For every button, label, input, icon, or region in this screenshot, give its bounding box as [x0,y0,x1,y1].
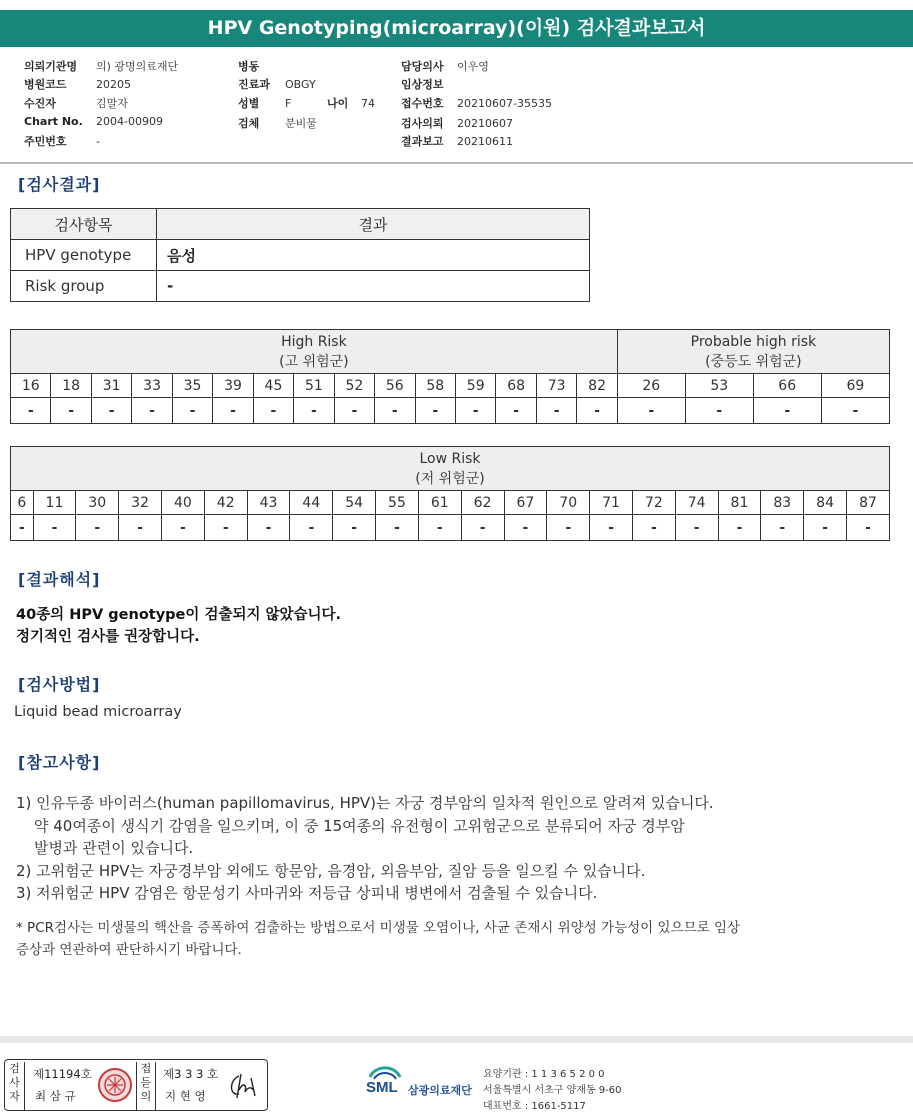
genotype-result: - [290,515,333,541]
genotype-result: - [536,398,576,424]
table-row [11,491,890,515]
genotype-result: - [415,398,455,424]
info-label: Chart No. [24,115,83,128]
info-label: 검사의뢰 [401,117,444,130]
genotype-result: - [375,398,415,424]
table-row [11,398,890,424]
interpretation-line [16,604,341,626]
genotype-result: - [761,515,804,541]
info-row [24,95,128,111]
table-cell: Risk group [11,271,157,302]
info-row [401,58,489,74]
logo-text: SML [366,1079,398,1096]
table-row [11,374,890,398]
genotype-number: 69 [821,374,889,398]
genotype-result: - [376,515,419,541]
info-value: 20210607 [457,117,513,130]
genotype-result: - [11,515,34,541]
patient-info-panel [0,56,913,164]
examiner-label: 검사자 [5,1062,25,1110]
info-value: - [96,135,100,148]
result-table [10,208,590,302]
pcr-note [16,917,740,961]
references-list [16,792,714,905]
info-label: 임상정보 [401,78,444,91]
info-value: 20205 [96,78,131,91]
genotype-result: - [455,398,495,424]
group-label: High Risk [281,333,347,350]
table-cell: 음성 [157,240,590,271]
info-value: 20210607-35535 [457,97,552,110]
note-line: * PCR검사는 미생물의 핵산을 증폭하여 검출하는 방법으로서 미생물 오염이나, 사균 존재시 위양성 가능성이 있으므로 임상 [16,920,741,936]
genotype-result: - [333,515,376,541]
genotype-number: 43 [247,491,290,515]
info-row [24,76,131,92]
reference-line: 3) 저위험군 HPV 감염은 항문성기 사마귀와 저등급 상피내 병변에서 검출될 수 있습니다. [16,884,598,902]
genotype-result: - [213,398,253,424]
note-line: 증상과 연관하여 판단하시기 바랍니다. [16,942,242,958]
genotype-number: 18 [51,374,91,398]
group-header [11,330,618,374]
confirmer-name: 지 현 영 [165,1089,206,1103]
genotype-result: - [590,515,633,541]
genotype-result: - [847,515,890,541]
genotype-result: - [804,515,847,541]
table-header-row [11,330,890,374]
info-value: 2004-00909 [96,115,163,128]
logo-name: 삼광의료재단 [408,1084,472,1097]
table-cell: HPV genotype [11,240,157,271]
info-row [238,95,375,111]
table-header-row [11,447,890,491]
group-sublabel: (중등도 위험군) [705,353,802,370]
info-label: 나이 [327,97,349,110]
section-title-references: [참고사항] [18,753,101,772]
genotype-number: 67 [504,491,547,515]
interpretation-line: 정기적인 검사를 권장합니다. [16,629,200,645]
reference-line: 약 40여종이 생식기 감염을 일으키며, 이 중 15여종의 유전형이 고위험군으로 분류되어 자궁 경부암 [34,816,685,835]
examiner-number: 제11194호 [33,1067,92,1081]
genotype-number: 26 [617,374,685,398]
genotype-number: 53 [685,374,753,398]
genotype-number: 62 [461,491,504,515]
genotype-number: 16 [11,374,51,398]
genotype-result: - [91,398,131,424]
table-row [11,240,590,271]
section-title-method: [검사방법] [18,675,101,694]
genotype-number: 52 [334,374,374,398]
info-value: OBGY [285,78,316,91]
genotype-result: - [685,398,753,424]
genotype-number: 11 [33,491,76,515]
genotype-number: 74 [675,491,718,515]
genotype-number: 35 [172,374,212,398]
info-row [24,58,178,74]
genotype-number: 55 [376,491,419,515]
genotype-number: 39 [213,374,253,398]
genotype-result: - [632,515,675,541]
genotype-number: 66 [753,374,821,398]
genotype-number: 73 [536,374,576,398]
genotype-result: - [334,398,374,424]
genotype-number: 71 [590,491,633,515]
info-row [238,115,317,131]
genotype-number: 84 [804,491,847,515]
signature-box [4,1059,268,1111]
genotype-result: - [294,398,334,424]
genotype-number: 32 [119,491,162,515]
genotype-result: - [821,398,889,424]
genotype-result: - [162,515,205,541]
info-label: 결과보고 [401,135,444,148]
org-details [483,1067,622,1115]
genotype-result: - [76,515,119,541]
reference-line: 2) 고위험군 HPV는 자궁경부암 외에도 항문암, 음경암, 외음부암, 질암 등을 일으킬 수 있습니다. [16,861,646,880]
examiner-name: 최 삼 규 [35,1089,76,1103]
info-row [401,133,513,149]
info-label: 담당의사 [401,60,444,73]
confirmer-label: 접듣의 [136,1062,156,1110]
interpretation-segment: 40종의 [16,607,70,623]
table-row [11,515,890,541]
footer [0,1036,913,1117]
group-label: Probable high risk [690,333,817,350]
genotype-result: - [132,398,172,424]
low-risk-table [10,446,890,541]
info-value: 의) 광명의료재단 [96,60,179,73]
confirmer-number: 제3 3 3 호 [163,1067,219,1081]
info-value: 김말자 [96,97,128,110]
info-row [238,76,316,92]
genotype-number: 56 [375,374,415,398]
org-phone: 대표번호 : 1661-5117 [483,1101,586,1112]
genotype-number: 70 [547,491,590,515]
info-value: 분비물 [285,117,317,130]
group-sublabel: (저 위험군) [415,470,485,487]
genotype-number: 42 [204,491,247,515]
info-label: 진료과 [238,78,270,91]
info-row [24,133,100,149]
info-value: 74 [361,97,375,110]
genotype-result: - [547,515,590,541]
genotype-number: 81 [718,491,761,515]
genotype-number: 87 [847,491,890,515]
genotype-result: - [247,515,290,541]
genotype-result: - [119,515,162,541]
section-title-result: [검사결과] [18,175,101,194]
group-label: Low Risk [419,450,481,467]
genotype-number: 59 [455,374,495,398]
genotype-result: - [675,515,718,541]
genotype-result: - [496,398,536,424]
org-code: 요양기관 : 1 1 3 6 5 2 0 0 [483,1069,605,1080]
genotype-number: 51 [294,374,334,398]
genotype-result: - [51,398,91,424]
group-header [11,447,890,491]
genotype-result: - [577,398,617,424]
genotype-result: - [753,398,821,424]
genotype-result: - [11,398,51,424]
genotype-result: - [418,515,461,541]
info-label: 주민번호 [24,135,67,148]
method-text: Liquid bead microarray [14,704,182,720]
genotype-number: 58 [415,374,455,398]
org-address: 서울특별시 서초구 양재동 9-60 [483,1085,622,1096]
info-value: F [285,97,292,110]
genotype-result: - [172,398,212,424]
report-title: HPV Genotyping(microarray)(이원) 검사결과보고서 [0,10,913,47]
group-sublabel: (고 위험군) [279,353,349,370]
signature-icon [225,1070,261,1102]
high-risk-table [10,329,890,424]
column-header: 결과 [157,209,590,240]
genotype-number: 30 [76,491,119,515]
info-row [401,115,513,131]
info-label: 접수번호 [401,97,444,110]
info-label: 병동 [238,60,260,73]
interpretation-segment: 이 검출되지 않았습니다. [185,607,342,623]
info-row [24,115,163,128]
genotype-result: - [718,515,761,541]
genotype-result: - [33,515,76,541]
genotype-number: 61 [418,491,461,515]
genotype-result: - [253,398,293,424]
genotype-number: 44 [290,491,333,515]
genotype-number: 45 [253,374,293,398]
group-header [617,330,889,374]
genotype-result: - [204,515,247,541]
info-label: 수진자 [24,97,56,110]
info-row [401,76,457,92]
info-value: 이우영 [457,60,489,73]
section-title-interpretation: [결과해석] [18,570,101,589]
genotype-number: 82 [577,374,617,398]
interpretation-text [16,604,341,648]
info-label: 의뢰기관명 [24,60,78,73]
reference-line: 1) 인유두종 바이러스(human papillomavirus, HPV)는 자궁 경부암의 일차적 원인으로 알려져 있습니다. [16,794,714,812]
genotype-number: 6 [11,491,34,515]
genotype-number: 72 [632,491,675,515]
info-label: 병원코드 [24,78,67,91]
info-row [238,58,285,74]
info-row [401,95,552,111]
genotype-result: - [504,515,547,541]
interpretation-segment: HPV genotype [69,607,186,623]
genotype-number: 40 [162,491,205,515]
table-cell: - [157,271,590,302]
genotype-result: - [461,515,504,541]
genotype-number: 68 [496,374,536,398]
genotype-number: 83 [761,491,804,515]
genotype-number: 54 [333,491,376,515]
info-label: 검체 [238,117,260,130]
genotype-number: 31 [91,374,131,398]
genotype-number: 33 [132,374,172,398]
info-label: 성별 [238,97,260,110]
reference-line: 발병과 관련이 있습니다. [34,839,194,857]
table-row [11,271,590,302]
info-value: 20210611 [457,135,513,148]
genotype-result: - [617,398,685,424]
seal-stamp-icon [97,1066,133,1104]
column-header: 검사항목 [11,209,157,240]
